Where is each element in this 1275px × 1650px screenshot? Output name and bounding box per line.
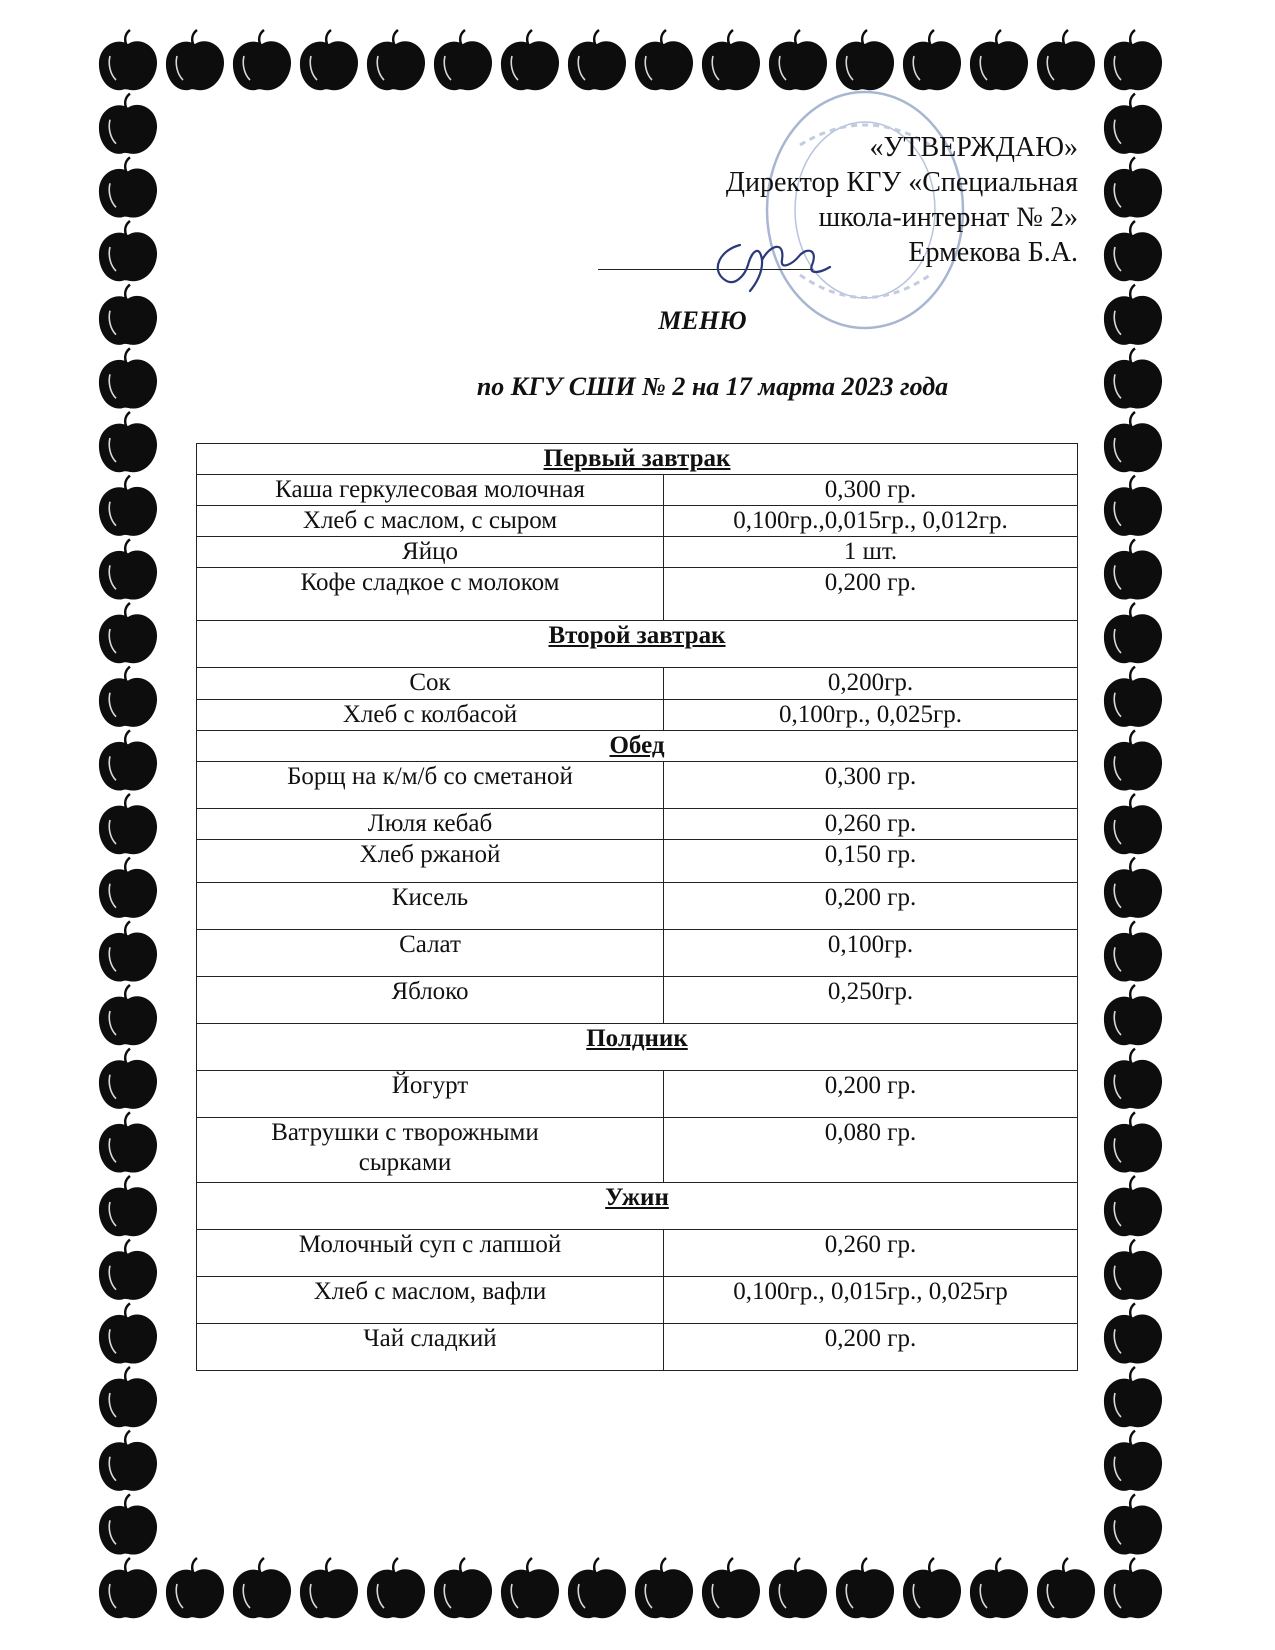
dish-quantity: 0,260 гр. — [824, 810, 917, 837]
dish-name-cell — [197, 475, 664, 506]
table-row — [197, 506, 1078, 537]
dish-name-cell — [197, 762, 664, 809]
apple-icon — [166, 1558, 224, 1618]
approval-position-line2: школа-интернат № 2» — [818, 202, 1078, 233]
dish-name-cell — [197, 506, 664, 537]
apple-icon — [1104, 1240, 1162, 1300]
apple-icon — [568, 1558, 626, 1618]
approval-heading: «УТВЕРЖДАЮ» — [869, 132, 1078, 163]
apple-icon — [1104, 221, 1162, 281]
section-title — [197, 731, 1078, 762]
table-row — [197, 809, 1078, 840]
dish-quantity-cell — [664, 1277, 1078, 1324]
section-header-row — [197, 621, 1078, 668]
apple-icon — [1104, 1112, 1162, 1172]
apple-icon — [99, 858, 157, 918]
table-row — [197, 668, 1078, 700]
dish-name-cell — [197, 977, 664, 1024]
dish-name-cell — [197, 930, 664, 977]
dish-name-cell — [197, 809, 664, 840]
dish-quantity: 0,200 гр. — [824, 884, 917, 911]
dish-quantity: 1 шт. — [843, 538, 898, 565]
menu-title: МЕНЮ — [658, 306, 747, 335]
apple-icon — [635, 1558, 693, 1618]
dish-name-cell — [197, 1324, 664, 1371]
apple-icon — [99, 603, 157, 663]
table-row — [197, 840, 1078, 883]
dish-quantity-cell — [664, 1324, 1078, 1371]
menu-table — [196, 443, 1078, 1371]
apple-icon — [99, 221, 157, 281]
apple-icon — [99, 157, 157, 217]
dish-quantity-cell — [664, 883, 1078, 930]
apple-icon — [1104, 1431, 1162, 1491]
apple-icon — [300, 1558, 358, 1618]
dish-quantity-cell — [664, 930, 1078, 977]
section-title-text: Второй завтрак — [548, 622, 726, 649]
apple-icon — [434, 1558, 492, 1618]
table-row — [197, 568, 1078, 621]
dish-name-cell — [197, 1277, 664, 1324]
apple-icon — [501, 30, 559, 90]
dish-name-cell — [197, 537, 664, 568]
dish-quantity: 0,260 гр. — [824, 1231, 917, 1258]
apple-icon — [1104, 1367, 1162, 1427]
dish-quantity-cell — [664, 700, 1078, 731]
apple-icon — [1104, 667, 1162, 727]
apple-icon — [99, 1303, 157, 1363]
handwritten-signature — [700, 225, 840, 295]
section-title — [197, 444, 1078, 475]
apple-icon — [99, 539, 157, 599]
apple-icon — [99, 1431, 157, 1491]
apple-icon — [769, 1558, 827, 1618]
apple-icon — [1104, 1176, 1162, 1236]
apple-icon — [99, 30, 157, 90]
apple-icon — [1104, 412, 1162, 472]
apple-icon — [903, 30, 961, 90]
apple-icon — [1104, 858, 1162, 918]
section-title — [197, 1024, 1078, 1071]
dish-quantity: 0,100гр., 0,025гр. — [778, 701, 962, 728]
apple-icon — [501, 1558, 559, 1618]
apple-icon — [233, 30, 291, 90]
apple-icon — [836, 1558, 894, 1618]
dish-quantity: 0,300 гр. — [824, 476, 917, 503]
section-title-text: Ужин — [605, 1184, 669, 1211]
dish-quantity-cell — [664, 668, 1078, 700]
dish-quantity-cell — [664, 568, 1078, 621]
dish-name: Яйцо — [402, 538, 458, 565]
apple-icon — [1104, 1494, 1162, 1554]
dish-name: Яблоко — [391, 978, 469, 1005]
apple-icon — [166, 30, 224, 90]
apple-icon — [1104, 94, 1162, 154]
dish-name-cell — [197, 1118, 664, 1183]
apple-icon — [99, 1112, 157, 1172]
dish-name-cell — [197, 668, 664, 700]
dish-name: Сок — [409, 669, 451, 696]
apple-icon — [99, 921, 157, 981]
apple-icon — [903, 1558, 961, 1618]
dish-name: Хлеб с маслом, с сыром — [302, 507, 558, 534]
dish-quantity: 0,200 гр. — [824, 1072, 917, 1099]
apple-icon — [300, 30, 358, 90]
dish-quantity-cell — [664, 506, 1078, 537]
table-row — [197, 930, 1078, 977]
table-row — [197, 537, 1078, 568]
dish-name: Хлеб ржаной — [359, 841, 501, 868]
section-title-text: Обед — [609, 732, 665, 759]
apple-icon — [1104, 603, 1162, 663]
apple-icon — [836, 30, 894, 90]
dish-quantity: 0,100гр.,0,015гр., 0,012гр. — [733, 507, 1008, 534]
apple-icon — [769, 30, 827, 90]
section-header-row — [197, 731, 1078, 762]
apple-icon — [1104, 1049, 1162, 1109]
apple-icon — [367, 30, 425, 90]
dish-quantity-cell — [664, 809, 1078, 840]
apple-icon — [1104, 157, 1162, 217]
section-title — [197, 1183, 1078, 1230]
dish-name: Хлеб с маслом, вафли — [313, 1278, 547, 1305]
table-row — [197, 762, 1078, 809]
apple-icon — [99, 1049, 157, 1109]
dish-name: Каша геркулесовая молочная — [275, 476, 585, 503]
table-row — [197, 883, 1078, 930]
section-header-row — [197, 1183, 1078, 1230]
dish-name-cell — [197, 700, 664, 731]
dish-quantity: 0,300 гр. — [824, 763, 917, 790]
table-row — [197, 475, 1078, 506]
apple-icon — [99, 794, 157, 854]
apple-icon — [434, 30, 492, 90]
dish-name: Ватрушки с творожными сырками — [271, 1119, 539, 1176]
section-title-text: Полдник — [586, 1025, 688, 1052]
dish-quantity: 0,200 гр. — [824, 569, 917, 596]
apple-icon — [99, 667, 157, 727]
dish-name-cell — [197, 568, 664, 621]
dish-quantity-cell — [664, 840, 1078, 883]
dish-name: Салат — [399, 931, 461, 958]
approval-position-line1: Директор КГУ «Специальная — [725, 167, 1078, 198]
apple-icon — [702, 30, 760, 90]
apple-icon — [635, 30, 693, 90]
table-row — [197, 1277, 1078, 1324]
dish-quantity: 0,150 гр. — [824, 841, 917, 868]
dish-quantity: 0,100гр., 0,015гр., 0,025гр — [733, 1278, 1008, 1305]
section-header-row — [197, 444, 1078, 475]
dish-quantity: 0,200гр. — [827, 669, 914, 696]
apple-icon — [970, 30, 1028, 90]
dish-quantity-cell — [664, 537, 1078, 568]
table-row — [197, 700, 1078, 731]
dish-name: Люля кебаб — [367, 810, 493, 837]
apple-icon — [702, 1558, 760, 1618]
dish-quantity-cell — [664, 977, 1078, 1024]
dish-quantity-cell — [664, 1230, 1078, 1277]
table-row — [197, 1230, 1078, 1277]
dish-quantity-cell — [664, 762, 1078, 809]
apple-icon — [99, 1558, 157, 1618]
dish-name-cell — [197, 840, 664, 883]
apple-icon — [99, 1240, 157, 1300]
apple-icon — [568, 30, 626, 90]
apple-icon — [1104, 30, 1162, 90]
apple-icon — [1104, 1558, 1162, 1618]
apple-icon — [1104, 476, 1162, 536]
apple-icon — [970, 1558, 1028, 1618]
apple-icon — [233, 1558, 291, 1618]
table-row — [197, 1118, 1078, 1183]
apple-icon — [99, 730, 157, 790]
dish-name: Борщ на к/м/б со сметаной — [287, 763, 573, 790]
apple-icon — [1104, 921, 1162, 981]
apple-icon — [99, 985, 157, 1045]
apple-icon — [1104, 730, 1162, 790]
apple-icon — [99, 1367, 157, 1427]
dish-name: Йогурт — [391, 1072, 469, 1099]
dish-name: Кофе сладкое с молоком — [300, 569, 560, 596]
dish-name-cell — [197, 1230, 664, 1277]
dish-quantity-cell — [664, 475, 1078, 506]
table-row — [197, 1071, 1078, 1118]
apple-icon — [99, 1176, 157, 1236]
dish-name: Чай сладкий — [363, 1325, 497, 1352]
apple-icon — [1104, 1303, 1162, 1363]
table-row — [197, 1324, 1078, 1371]
dish-name-cell — [197, 883, 664, 930]
apple-icon — [99, 94, 157, 154]
section-header-row — [197, 1024, 1078, 1071]
dish-quantity: 0,080 гр. — [824, 1119, 917, 1146]
apple-icon — [367, 1558, 425, 1618]
apple-icon — [1037, 30, 1095, 90]
apple-icon — [99, 476, 157, 536]
section-title-text: Первый завтрак — [543, 445, 731, 472]
apple-icon — [1104, 794, 1162, 854]
apple-icon — [1037, 1558, 1095, 1618]
menu-subtitle: по КГУ СШИ № 2 на 17 марта 2023 года — [476, 372, 949, 401]
dish-name: Кисель — [391, 884, 469, 911]
director-name: Ермекова Б.А. — [908, 237, 1078, 268]
dish-quantity-cell — [664, 1071, 1078, 1118]
apple-icon — [1104, 539, 1162, 599]
dish-name: Хлеб с колбасой — [342, 701, 518, 728]
dish-quantity: 0,100гр. — [827, 931, 914, 958]
apple-icon — [99, 1494, 157, 1554]
dish-quantity: 0,200 гр. — [824, 1325, 917, 1352]
apple-icon — [1104, 985, 1162, 1045]
dish-name-cell — [197, 1071, 664, 1118]
apple-icon — [99, 412, 157, 472]
section-title — [197, 621, 1078, 668]
dish-name: Молочный суп с лапшой — [298, 1231, 562, 1258]
dish-quantity-cell — [664, 1118, 1078, 1183]
dish-quantity: 0,250гр. — [827, 978, 914, 1005]
table-row — [197, 977, 1078, 1024]
